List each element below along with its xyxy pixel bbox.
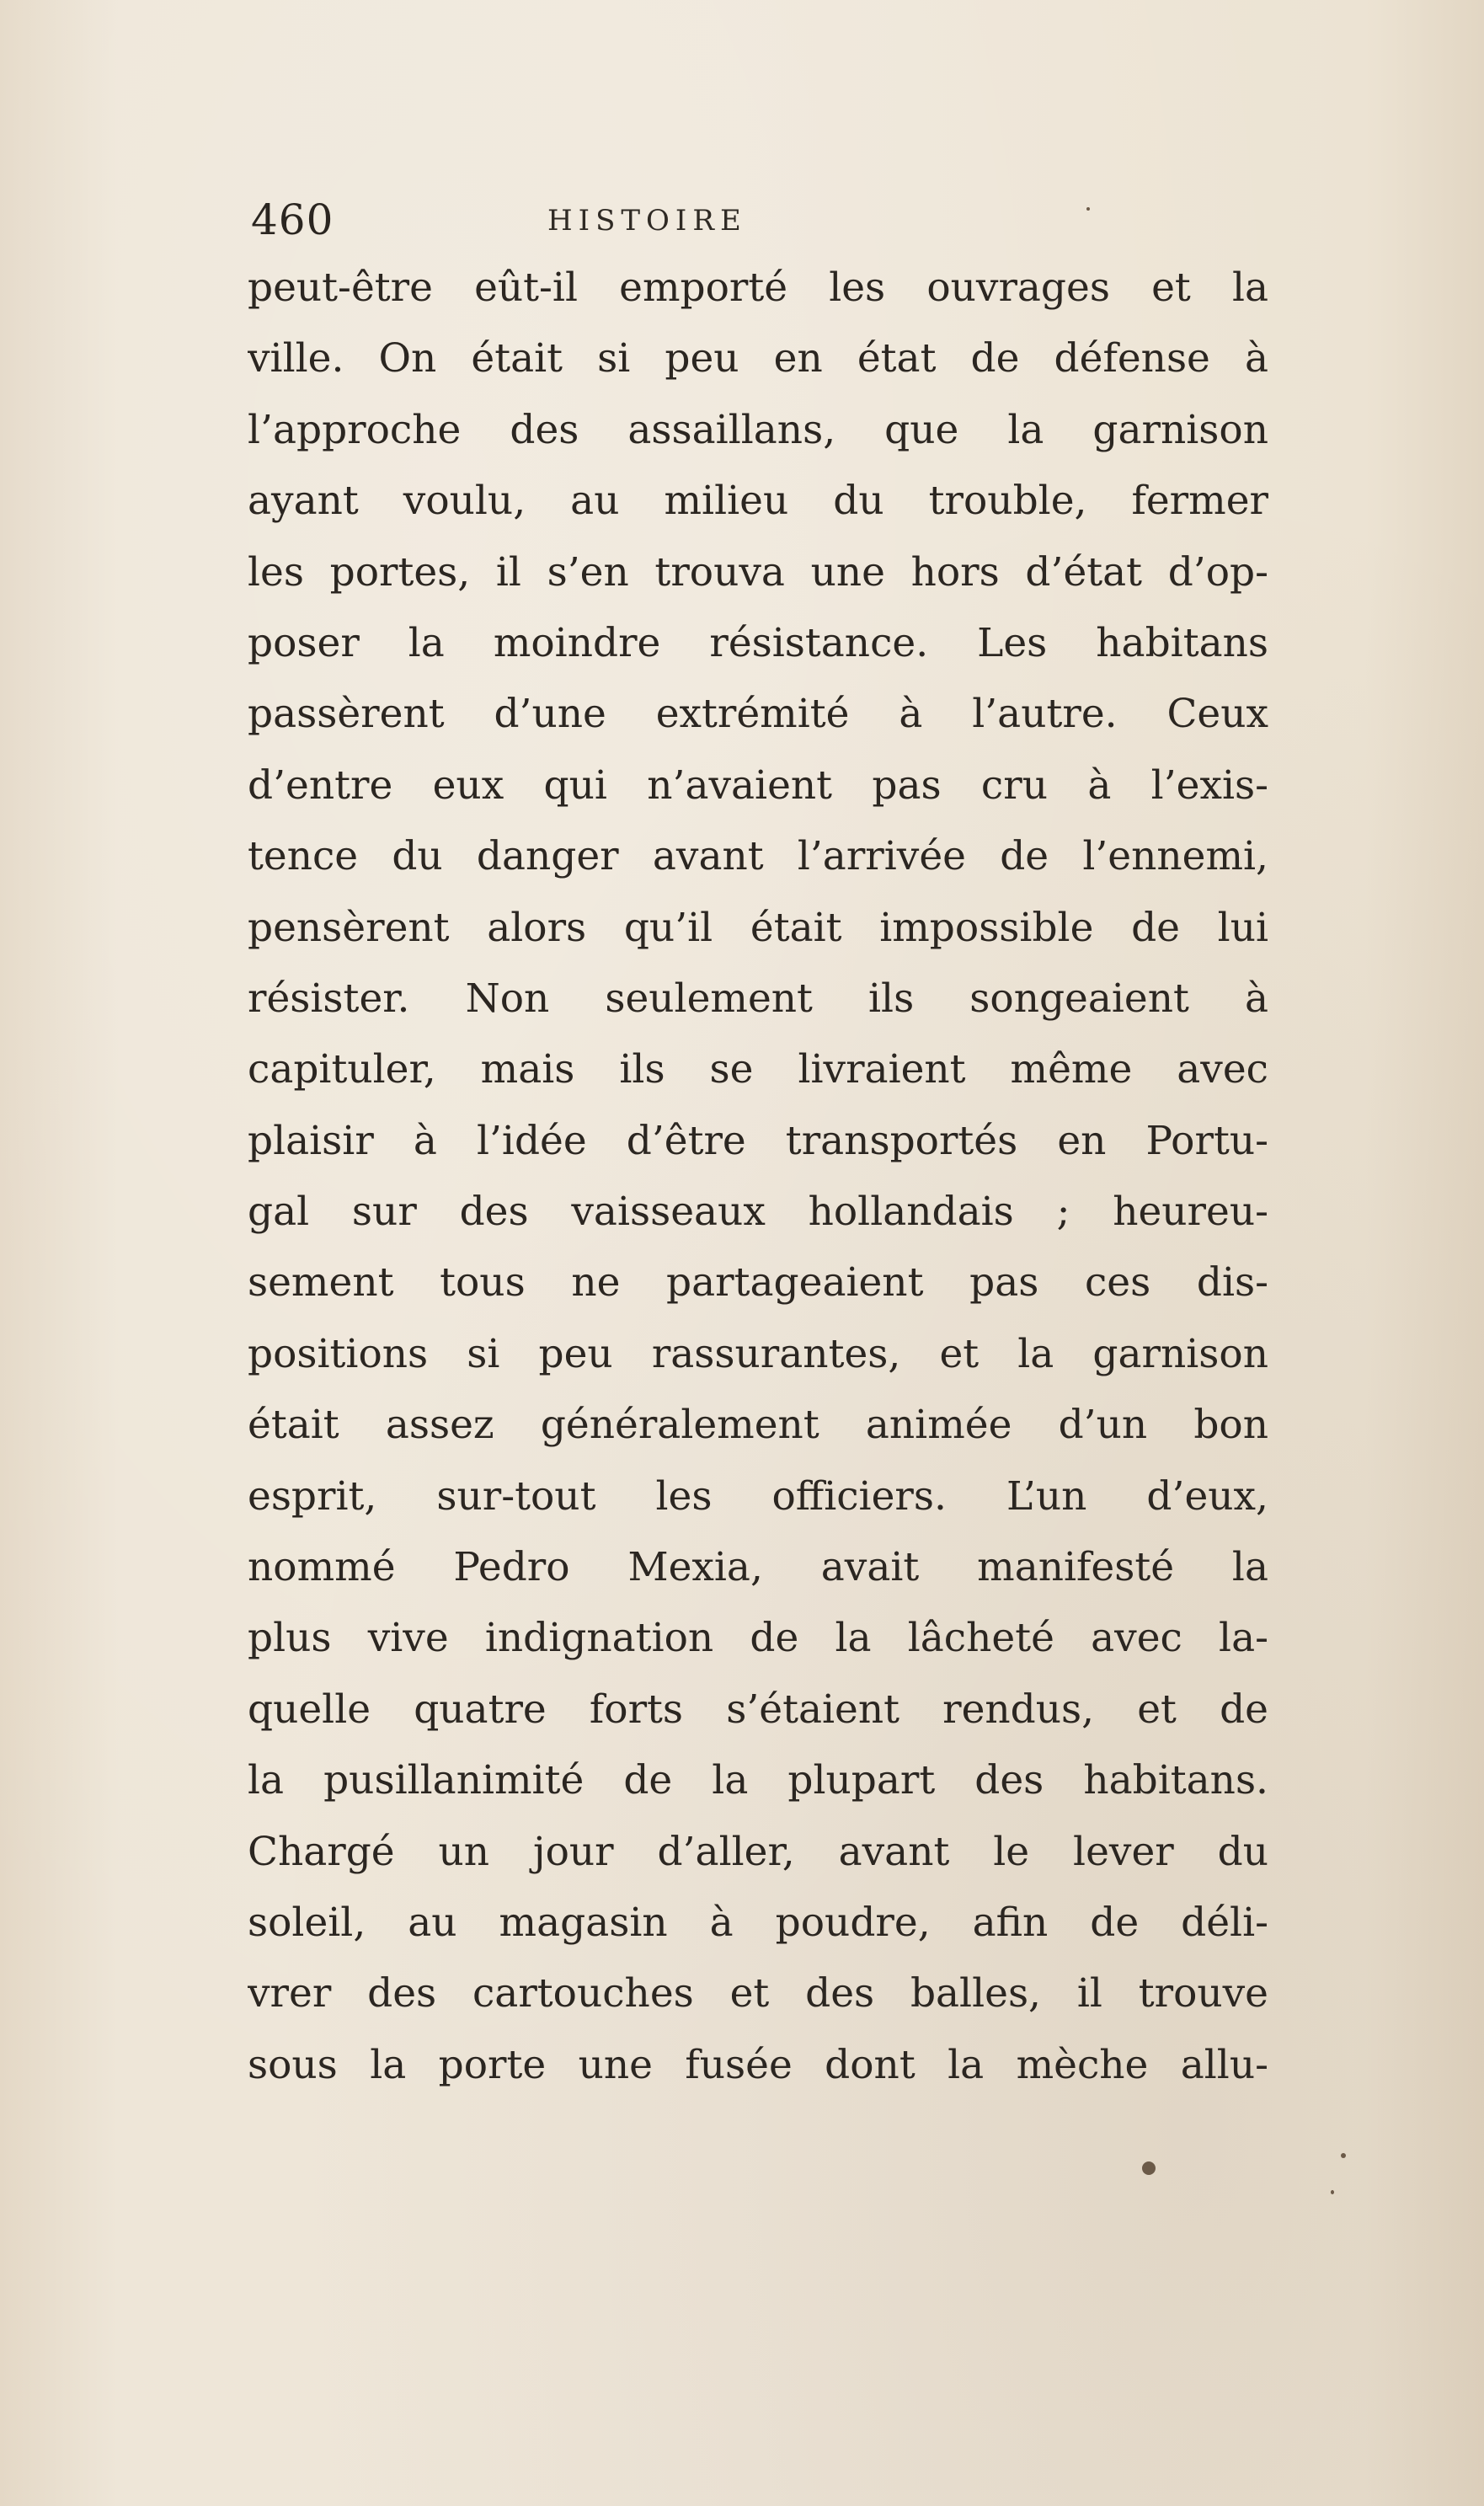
text-line: nommé Pedro Mexia, avait manifesté la: [248, 1544, 1268, 1591]
text-line: résister. Non seulement ils songeaient à: [248, 975, 1268, 1022]
ink-speck: [1341, 2153, 1346, 2158]
text-line: sous la porte une fusée dont la mèche allu-: [248, 2041, 1268, 2088]
text-line: quelle quatre forts s’étaient rendus, et de: [248, 1686, 1268, 1733]
text-line: Chargé un jour d’aller, avant le lever du: [248, 1828, 1268, 1875]
text-line: capituler, mais ils se livraient même avec: [248, 1046, 1268, 1093]
ink-speck: [1086, 207, 1090, 211]
text-line: les portes, il s’en trouva une hors d’état d’op-: [248, 548, 1268, 596]
body-text: [248, 253, 1268, 2101]
text-line: peut-être eût-il emporté les ouvrages et la: [248, 264, 1268, 311]
text-line: soleil, au magasin à poudre, afin de déli-: [248, 1899, 1268, 1946]
page-header: [251, 195, 1270, 254]
text-line: pensèrent alors qu’il était impossible de lui: [248, 904, 1268, 951]
text-line: l’approche des assaillans, que la garnison: [248, 406, 1268, 453]
text-line: plaisir à l’idée d’être transportés en Portu-: [248, 1117, 1268, 1164]
page-number: 460: [251, 195, 334, 244]
text-line: tence du danger avant l’arrivée de l’ennemi,: [248, 833, 1268, 880]
ink-speck: [1142, 2161, 1156, 2175]
text-line: ayant voulu, au milieu du trouble, fermer: [248, 478, 1268, 525]
ink-speck: [1331, 2190, 1334, 2194]
text-line: était assez généralement animée d’un bon: [248, 1402, 1268, 1449]
text-line: d’entre eux qui n’avaient pas cru à l’exis-: [248, 761, 1268, 809]
text-line: vrer des cartouches et des balles, il trouve: [248, 1970, 1268, 2017]
text-line: passèrent d’une extrémité à l’autre. Ceux: [248, 691, 1268, 738]
text-line: gal sur des vaisseaux hollandais ; heureu-: [248, 1189, 1268, 1236]
text-line: esprit, sur-tout les officiers. L’un d’eux,: [248, 1472, 1268, 1520]
text-line: sement tous ne partageaient pas ces dis-: [248, 1259, 1268, 1306]
running-head: HISTOIRE: [547, 204, 747, 238]
text-line: poser la moindre résistance. Les habitans: [248, 619, 1268, 666]
text-line: la pusillanimité de la plupart des habitans.: [248, 1757, 1268, 1804]
text-line: ville. On était si peu en état de défense à: [248, 335, 1268, 382]
text-line: plus vive indignation de la lâcheté avec la-: [248, 1615, 1268, 1662]
text-line: positions si peu rassurantes, et la garnison: [248, 1330, 1268, 1377]
